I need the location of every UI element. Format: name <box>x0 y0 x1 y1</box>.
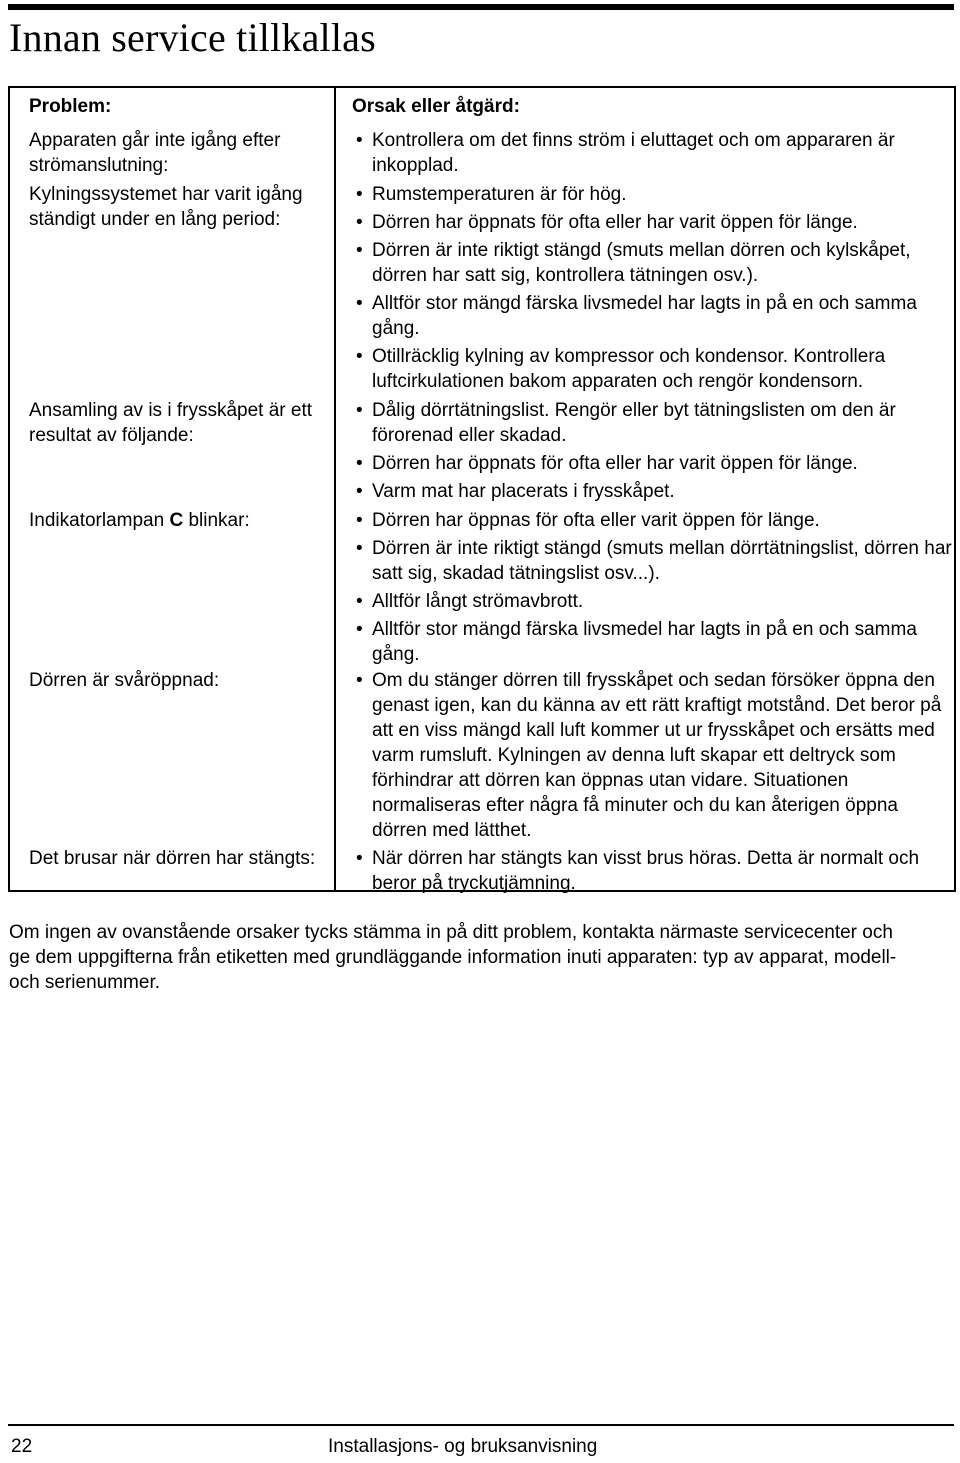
problem-indicator-blinking <box>29 508 325 533</box>
cause-item: • Otillräcklig kylning av kompressor och kondensor. Kontrollera luftcirkulationen bakom apparaten och rengör kondensorn. <box>352 344 952 394</box>
cause-item: • Dörren har öppnas för ofta eller varit öppen för länge. <box>352 508 952 533</box>
cause-item: • Dörren har öppnats för ofta eller har varit öppen för länge. <box>352 451 952 476</box>
cause-item: • Alltför långt strömavbrott. <box>352 589 952 614</box>
problem-not-starting: Apparaten går inte igång efter strömanslutning: <box>29 130 281 176</box>
causes-not-starting <box>352 128 952 181</box>
problem-noise-after-close: Det brusar när dörren har stängts: <box>29 848 316 869</box>
manual-title: Installasjons- og bruksanvisning <box>328 1436 598 1457</box>
page-number: 22 <box>11 1436 33 1457</box>
causes-ice-buildup <box>352 398 952 507</box>
problem-text: Indikatorlampan <box>29 510 170 531</box>
causes-indicator-blinking <box>352 508 952 670</box>
problem-ice-buildup: Ansamling av is i frysskåpet är ett resultat av följande: <box>29 400 312 446</box>
cause-item: • Rumstemperaturen är för hög. <box>352 182 952 207</box>
causes-door-hard-to-open <box>352 668 952 846</box>
cause-column-header: Orsak eller åtgärd: <box>352 96 520 117</box>
column-divider <box>334 88 336 890</box>
cause-item: • Dålig dörrtätningslist. Rengör eller byt tätningslisten om den är förorenad eller skadad. <box>352 398 952 448</box>
service-note: Om ingen av ovanstående orsaker tycks stämma in på ditt problem, kontakta närmaste servicecenter och ge dem uppgifterna från etiketten med grundläggande information inuti apparaten: typ av apparat, modell- och serienummer. <box>9 922 897 993</box>
causes-noise-after-close <box>352 846 952 899</box>
problem-text: blinkar: <box>183 510 250 531</box>
cause-item: • Dörren har öppnats för ofta eller har varit öppen för länge. <box>352 210 952 235</box>
cause-item: • Kontrollera om det finns ström i eluttaget och om appararen är inkopplad. <box>352 128 952 178</box>
indicator-letter: C <box>169 510 184 531</box>
top-rule <box>8 4 954 10</box>
cause-item: • Alltför stor mängd färska livsmedel har lagts in på en och samma gång. <box>352 617 952 667</box>
cause-item: • Dörren är inte riktigt stängd (smuts mellan dörren och kylskåpet, dörren har satt sig, kontrollera tätningen osv.). <box>352 238 952 288</box>
causes-running-constantly <box>352 182 952 397</box>
problem-running-constantly: Kylningssystemet har varit igång ständigt under en lång period: <box>29 184 303 230</box>
cause-item: • Dörren är inte riktigt stängd (smuts mellan dörrtätningslist, dörren har satt sig, skadad tätningslist osv...). <box>352 536 952 586</box>
troubleshooting-table <box>8 86 956 892</box>
problem-door-hard-to-open: Dörren är svåröppnad: <box>29 670 220 691</box>
page-title: Innan service tillkallas <box>9 15 376 60</box>
bottom-rule <box>8 1424 954 1426</box>
cause-item: • Varm mat har placerats i frysskåpet. <box>352 479 952 504</box>
cause-item: • När dörren har stängts kan visst brus höras. Detta är normalt och beror på tryckutjämning. <box>352 846 952 896</box>
cause-item: • Alltför stor mängd färska livsmedel har lagts in på en och samma gång. <box>352 291 952 341</box>
cause-item: • Om du stänger dörren till frysskåpet och sedan försöker öppna den genast igen, kan du känna av ett rätt kraftigt motstånd. Det beror på att en viss mängd kall luft kommer ut ur frysskåpet och ersätts med varm rumsluft. Kylningen av denna luft skapar ett deltryck som förhindrar att dörren kan öppnas utan vidare. Situationen normaliseras efter några få minuter och du kan återigen öppna dörren med lätthet. <box>352 668 952 843</box>
problem-column-header: Problem: <box>29 96 112 117</box>
